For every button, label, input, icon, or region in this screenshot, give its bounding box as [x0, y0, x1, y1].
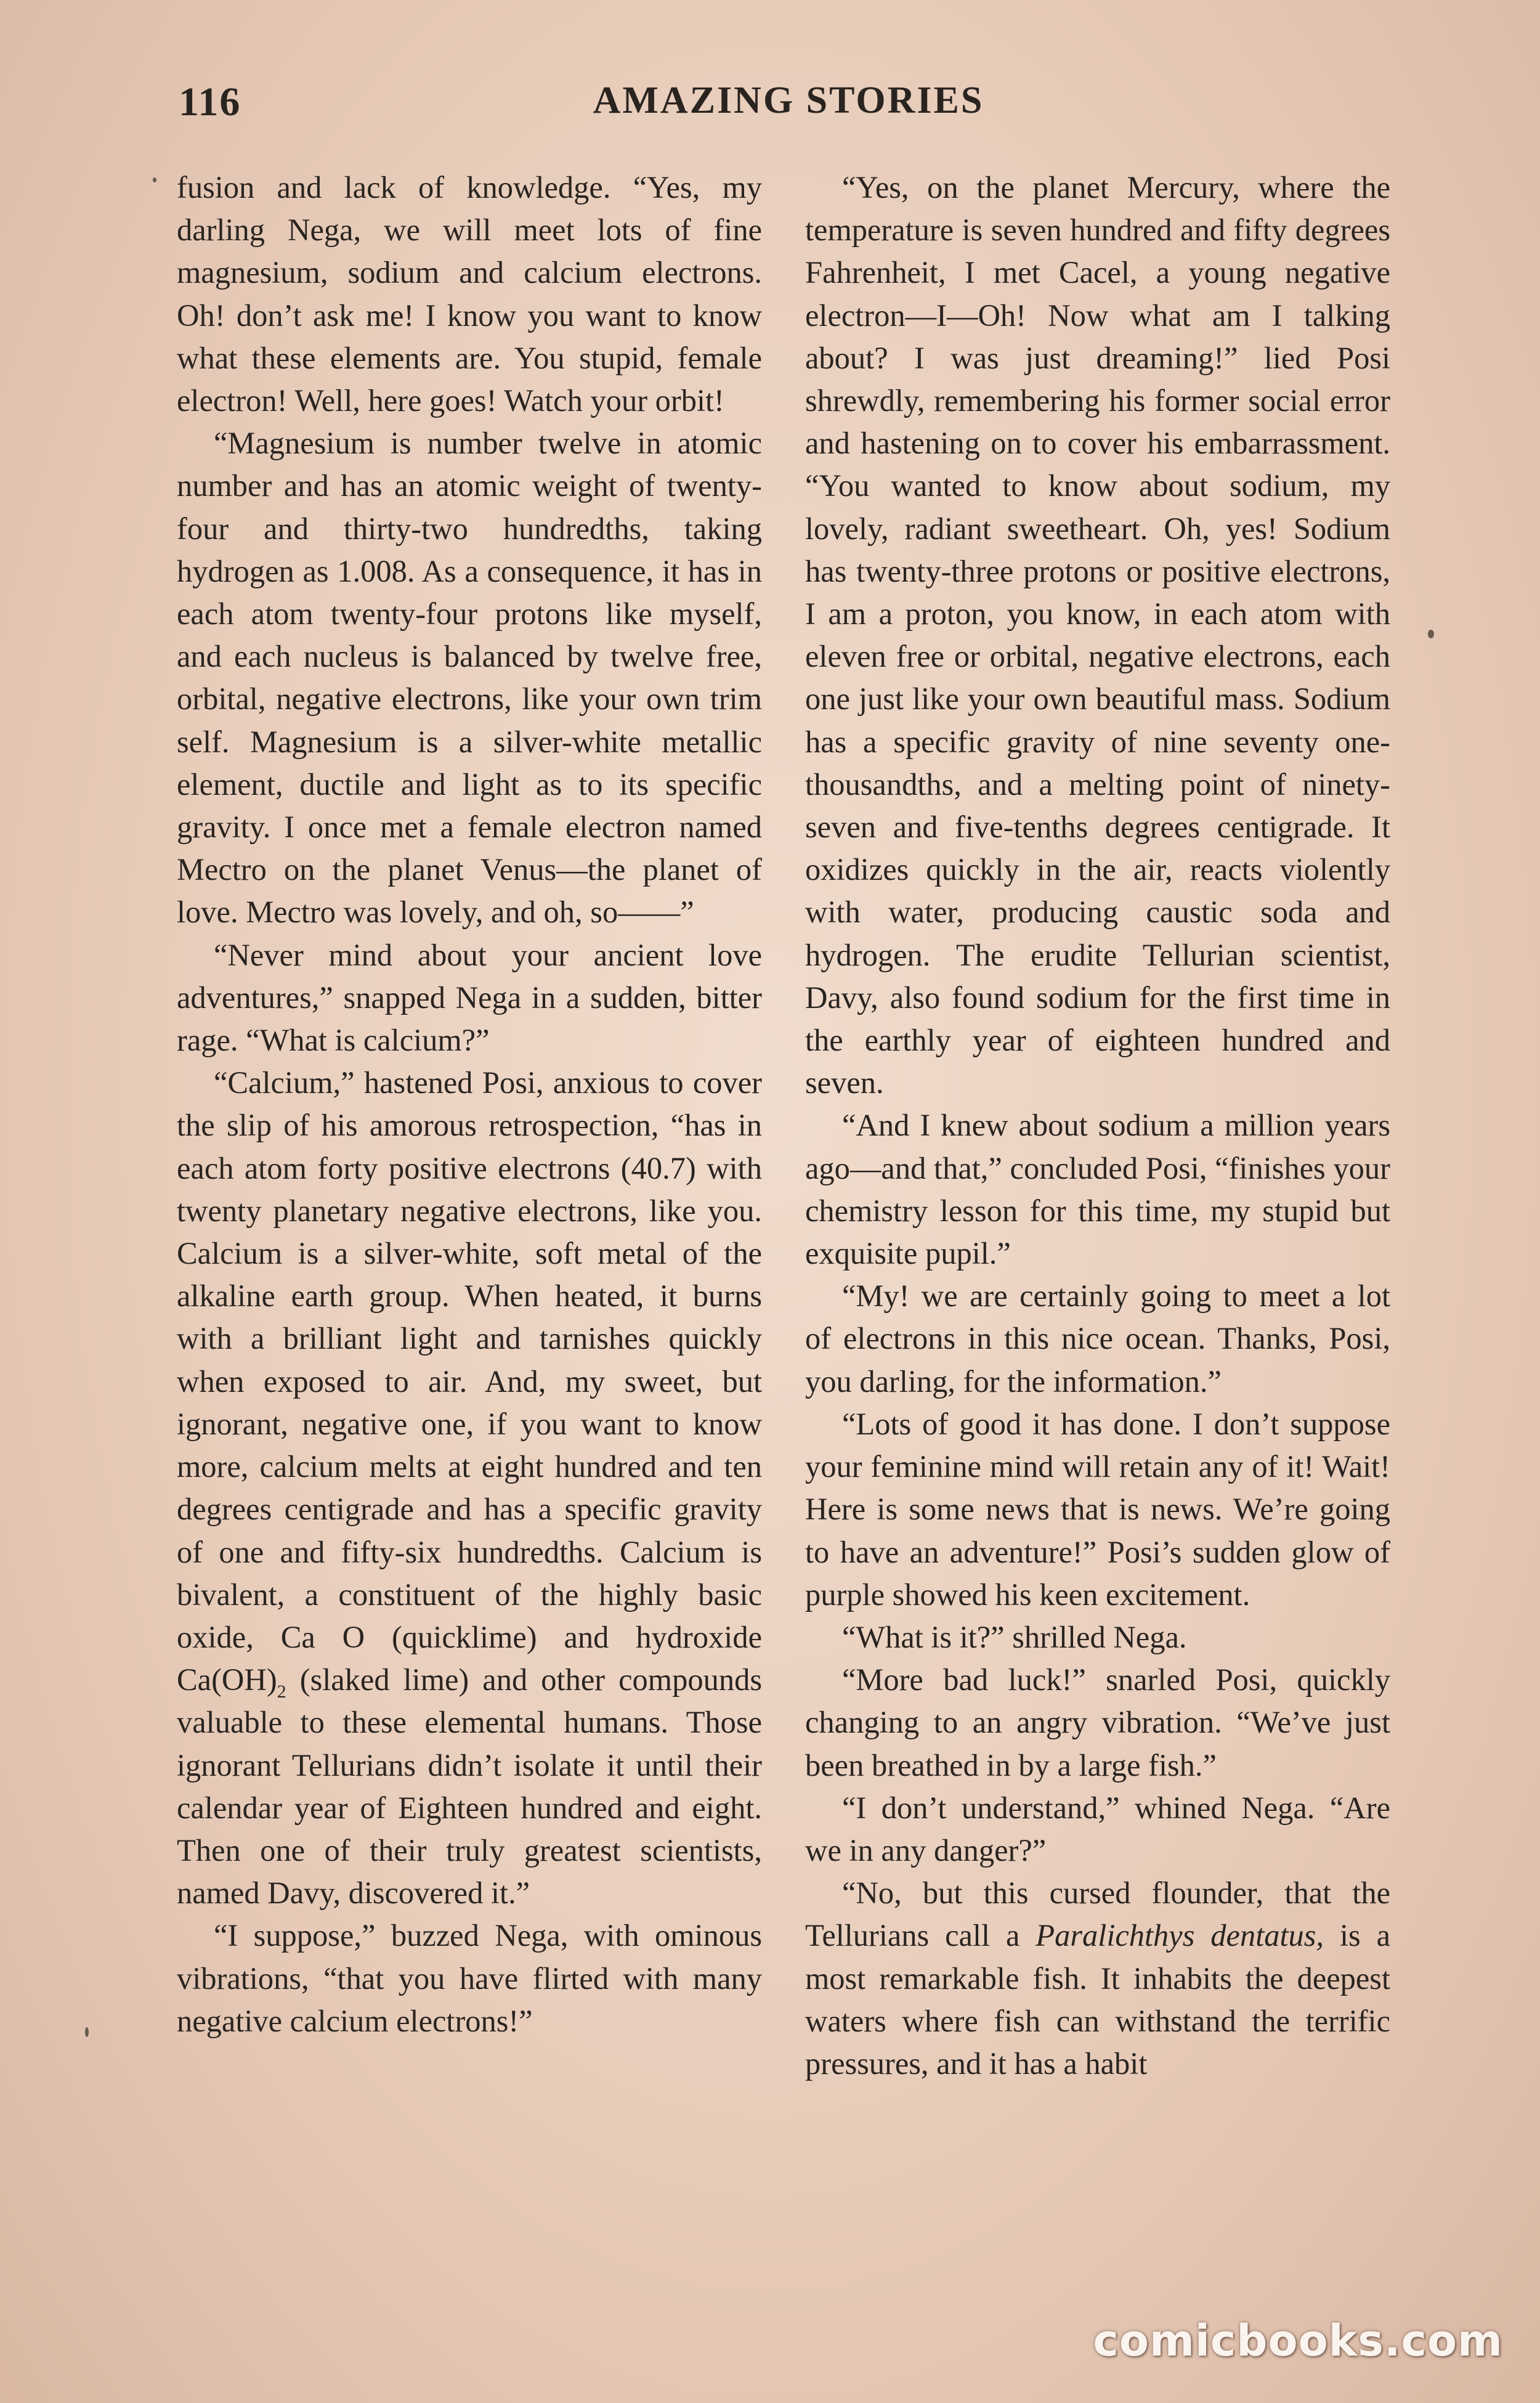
paragraph-text: (slaked lime) and other compounds valuable to these elemental humans. Those ignorant Tellurians didn’t isolate it until their calendar year of Eighteen hundred and eight. Then one of their truly greatest scientists, named Davy, discovered it.”: [177, 1662, 762, 1911]
paragraph: fusion and lack of knowledge. “Yes, my darling Nega, we will meet lots of fine magnesium, sodium and calcium electrons. Oh! don’t ask me! I know you want to know what these elements are. You stupid, female electron! Well, here goes! Watch your orbit!: [177, 170, 762, 418]
paragraph: “Yes, on the planet Mercury, where the temperature is seven hundred and fifty degrees Fahrenheit, I met Cacel, a young negative electron—I—Oh! Now what am I talking about? I was just dreaming!” lied Posi shrewdly, remembering his former social error and hastening on to cover his embarrassment. “You wanted to know about sodium, my lovely, radiant sweetheart. Oh, yes! Sodium has twenty-three protons or positive electrons, I am a proton, you know, in each atom with eleven free or orbital, negative electrons, each one just like your own beautiful mass. Sodium has a specific gravity of nine seventy one-thousandths, and a melting point of ninety-seven and five-tenths degrees centigrade. It oxidizes quickly in the air, reacts violently with water, producing caustic soda and hydrogen. The erudite Tellurian scientist, Davy, also found sodium for the first time in the earthly year of eighteen hundred and seven.: [805, 170, 1390, 1100]
paragraph: “And I knew about sodium a million years ago—and that,” concluded Posi, “finishes your chemistry lesson for this time, my stupid but exquisite pupil.”: [805, 1108, 1390, 1271]
paper-speck: [85, 2027, 89, 2037]
page-number: 116: [179, 79, 241, 124]
paragraph: “I don’t understand,” whined Nega. “Are we in any danger?”: [805, 1790, 1390, 1868]
paragraph: “My! we are certainly going to meet a lot of electrons in this nice ocean. Thanks, Posi, you darling, for the information.”: [805, 1279, 1390, 1399]
paragraph: “More bad luck!” snarled Posi, quickly changing to an angry vibration. “We’ve just been breathed in by a large fish.”: [805, 1662, 1390, 1783]
paper-speck: [1428, 630, 1434, 638]
left-column: [177, 166, 762, 2043]
watermark: comicbooks.com: [1093, 2316, 1503, 2366]
paragraph-text: “No, but this cursed flounder, that the Tellurians call a: [805, 1876, 1390, 1953]
paragraph: “Lots of good it has done. I don’t suppose your feminine mind will retain any of it! Wait! Here is some news that is news. We’re going to have an adventure!” Posi’s sudden glow of purple showed his keen excitement.: [805, 1406, 1390, 1612]
paper-speck: [153, 177, 156, 182]
paragraph-text: is a most remarkable fish. It inhabits the deepest waters where fish can withstand the terrific pressures, and it has a habit: [805, 1918, 1391, 2081]
paragraph: “What is it?” shrilled Nega.: [842, 1619, 1187, 1654]
running-head: [179, 79, 1398, 134]
paragraph: [177, 1062, 762, 1914]
right-column: [805, 166, 1390, 2085]
paragraph: [805, 1872, 1390, 2085]
magazine-title: AMAZING STORIES: [593, 79, 984, 121]
paragraph: “I suppose,” buzzed Nega, with ominous vibrations, “that you have flirted with many negative calcium electrons!”: [177, 1918, 762, 2038]
subscript: 2: [277, 1681, 286, 1702]
paragraph-text: “Calcium,” hastened Posi, anxious to cover the slip of his amorous retrospection, “has in each atom forty positive electrons (40.7) with twenty planetary negative electrons, like you. Calcium is a silver-white, soft metal of the alkaline earth group. When heated, it burns with a brilliant light and tarnishes quickly when exposed to air. And, my sweet, but ignorant, negative one, if you want to know more, calcium melts at eight hundred and ten degrees centigrade and has a specific gravity of one and fifty-six hundredths. Calcium is bivalent, a constituent of the highly basic oxide, Ca O (quicklime) and hydroxide Ca(OH): [177, 1065, 762, 1698]
paragraph: “Magnesium is number twelve in atomic number and has an atomic weight of twenty-four and thirty-two hundredths, taking hydrogen as 1.008. As a consequence, it has in each atom twenty-four protons like myself, and each nucleus is balanced by twelve free, orbital, negative electrons, like your own trim self. Magnesium is a silver-white metallic element, ductile and light as to its specific gravity. I once met a female electron named Mectro on the planet Venus—the planet of love. Mectro was lovely, and oh, so——”: [177, 426, 762, 930]
paragraph: “Never mind about your ancient love adventures,” snapped Nega in a sudden, bitter rage. “What is calcium?”: [177, 937, 762, 1058]
species-name: Paralichthys dentatus,: [1035, 1918, 1324, 1953]
